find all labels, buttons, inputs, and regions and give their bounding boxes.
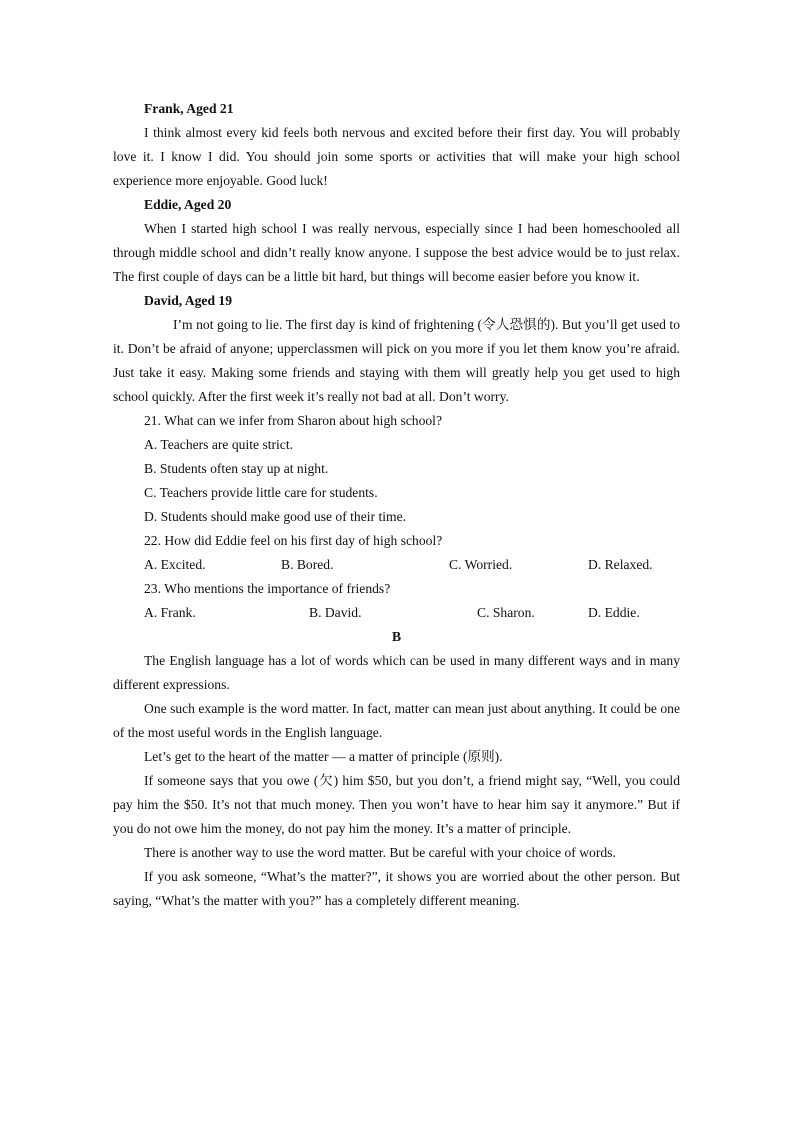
speaker-name-david: David, Aged 19	[144, 293, 232, 308]
part-b-paragraph-3: Let’s get to the heart of the matter — a matter of principle (原则).	[144, 749, 503, 764]
part-b-paragraph-1: The English language has a lot of words which can be used in many different ways and in many different expressions.	[113, 653, 680, 692]
question-23-option-d: D. Eddie.	[588, 605, 640, 620]
frank-paragraph: I think almost every kid feels both nervous and excited before their first day. You will probably love it. I know I did. You should join some sports or activities that will make your high school experience more enjoyable. Good luck!	[113, 125, 680, 188]
question-22-option-a: A. Excited.	[144, 557, 206, 572]
question-22-option-c: C. Worried.	[449, 557, 513, 572]
document-page	[113, 97, 680, 913]
question-23-stem: 23. Who mentions the importance of friends?	[144, 581, 391, 596]
speaker-name-frank: Frank, Aged 21	[144, 101, 234, 116]
part-b-paragraph-6: If you ask someone, “What’s the matter?”, it shows you are worried about the other person. But saying, “What’s the matter with you?” has a completely different meaning.	[113, 869, 680, 908]
part-b-paragraph-4: If someone says that you owe (欠) him $50, but you don’t, a friend might say, “Well, you could pay him the $50. It’s not that much money. Then you won’t have to hear him say it anymore.” But if you do not owe him the money, do not pay him the money. It’s a matter of principle.	[113, 773, 680, 836]
question-22-option-b: B. Bored.	[281, 557, 334, 572]
question-23-option-a: A. Frank.	[144, 605, 196, 620]
question-23-option-b: B. David.	[309, 605, 362, 620]
david-paragraph: I’m not going to lie. The first day is kind of frightening (令人恐惧的). But you’ll get used to it. Don’t be afraid of anyone; upperclassmen will pick on you more if you let them know you’re afraid. Just take it easy. Making some friends and staying with them will greatly help you get used to high school quickly. After the first week it’s really not bad at all. Don’t worry.	[113, 317, 680, 404]
section-heading-b: B	[391, 629, 402, 644]
question-22-options	[113, 553, 680, 577]
question-21-option-d: D. Students should make good use of their time.	[144, 509, 407, 524]
question-23-option-c: C. Sharon.	[477, 605, 535, 620]
question-21-option-a: A. Teachers are quite strict.	[144, 437, 294, 452]
speaker-name-eddie: Eddie, Aged 20	[144, 197, 232, 212]
question-21-stem: 21. What can we infer from Sharon about high school?	[144, 413, 442, 428]
part-b-paragraph-5: There is another way to use the word matter. But be careful with your choice of words.	[144, 845, 616, 860]
question-22-stem: 22. How did Eddie feel on his first day of high school?	[144, 533, 443, 548]
question-22-option-d: D. Relaxed.	[588, 557, 653, 572]
question-23-options	[113, 601, 680, 625]
part-b-paragraph-2: One such example is the word matter. In fact, matter can mean just about anything. It could be one of the most useful words in the English language.	[113, 701, 680, 740]
eddie-paragraph: When I started high school I was really nervous, especially since I had been homeschooled all through middle school and didn’t really know anyone. I suppose the best advice would be to just relax. The first couple of days can be a little bit hard, but things will become easier before you know it.	[113, 221, 680, 284]
question-21-option-c: C. Teachers provide little care for students.	[144, 485, 378, 500]
question-21-option-b: B. Students often stay up at night.	[144, 461, 329, 476]
